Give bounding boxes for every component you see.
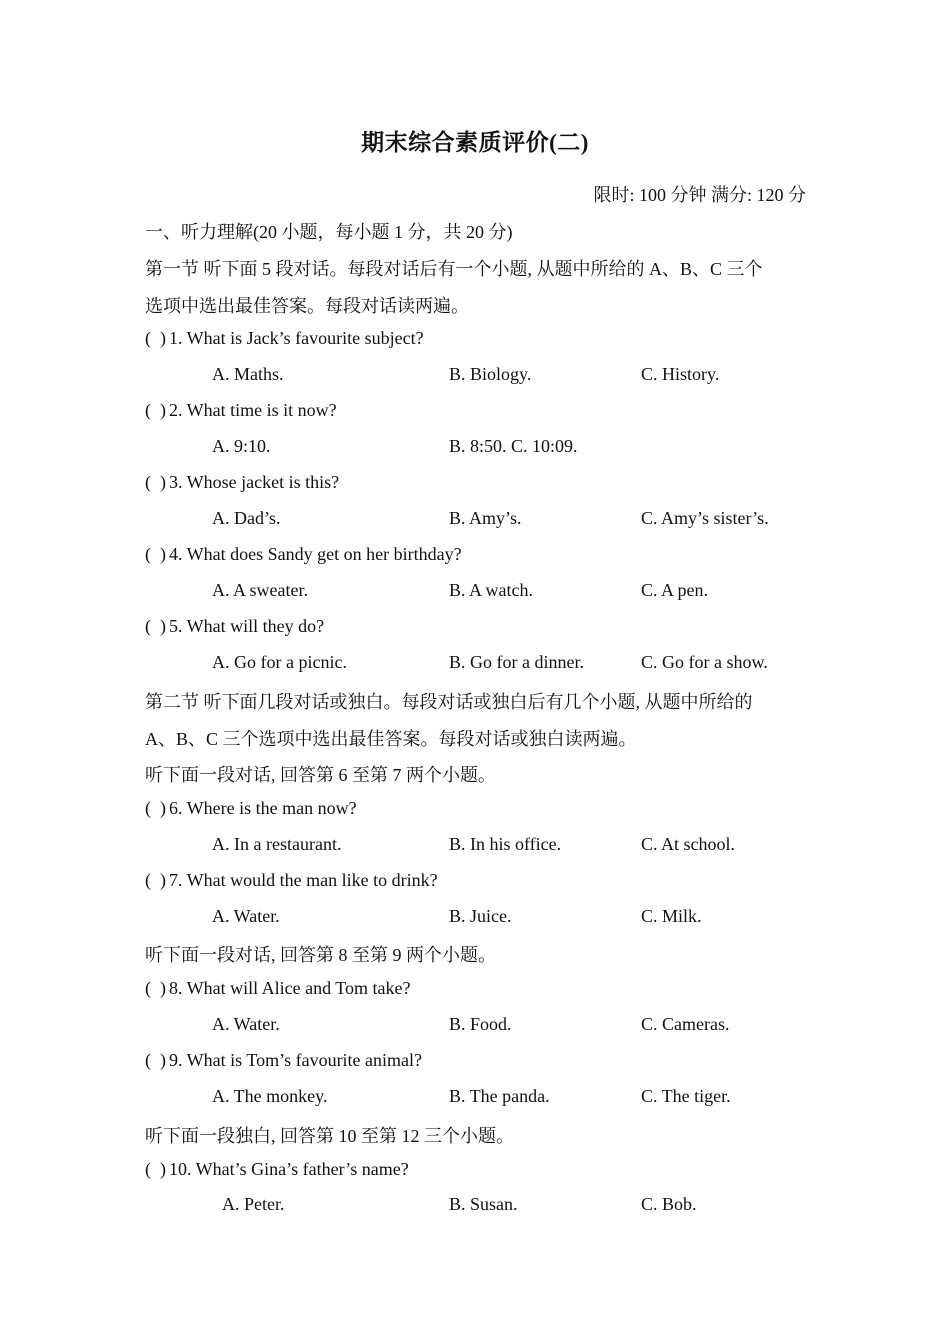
- option-c: C. Milk.: [641, 906, 702, 926]
- option-c: C. Go for a show.: [641, 652, 768, 672]
- instruction-q8-q9: 听下面一段对话, 回答第 8 至第 9 两个小题。: [145, 945, 496, 965]
- option-b: B. Food.: [449, 1014, 512, 1034]
- option-a: A. Water.: [212, 906, 280, 926]
- option-b: B. Biology.: [449, 364, 532, 384]
- question-1: [145, 328, 424, 349]
- answer-blank[interactable]: ( ): [145, 1159, 166, 1179]
- question-stem: 9. What is Tom’s favourite animal?: [169, 1050, 423, 1070]
- instruction-q10-q12: 听下面一段独白, 回答第 10 至第 12 三个小题。: [145, 1126, 514, 1146]
- option-a: A. Water.: [212, 1014, 280, 1034]
- option-b: B. A watch.: [449, 580, 533, 600]
- option-c: C. Amy’s sister’s.: [641, 508, 769, 528]
- part1-instruction-line2: 选项中选出最佳答案。每段对话读两遍。: [145, 296, 469, 316]
- answer-blank[interactable]: ( ): [145, 978, 166, 998]
- option-a: A. A sweater.: [212, 580, 308, 600]
- part2-instruction-line1: 第二节 听下面几段对话或独白。每段对话或独白后有几个小题, 从题中所给的: [145, 692, 753, 712]
- question-stem: 6. Where is the man now?: [169, 798, 357, 818]
- answer-blank[interactable]: ( ): [145, 1050, 166, 1070]
- answer-blank[interactable]: ( ): [145, 472, 166, 492]
- question-9: [145, 1050, 422, 1071]
- option-c: C. The tiger.: [641, 1086, 731, 1106]
- page-title: 期末综合素质评价(二): [361, 130, 589, 155]
- part2-instruction-line2: A、B、C 三个选项中选出最佳答案。每段对话或独白读两遍。: [145, 729, 637, 749]
- question-10: [145, 1159, 409, 1180]
- option-b: B. The panda.: [449, 1086, 550, 1106]
- option-a: A. The monkey.: [212, 1086, 328, 1106]
- question-4: [145, 544, 462, 565]
- option-b: B. 8:50. C. 10:09.: [449, 436, 578, 456]
- answer-blank[interactable]: ( ): [145, 798, 166, 818]
- question-2: [145, 400, 337, 421]
- option-c: C. At school.: [641, 834, 736, 854]
- option-a: A. Maths.: [212, 364, 284, 384]
- time-score-info: 限时: 100 分钟 满分: 120 分: [593, 185, 806, 205]
- part1-instruction-line1: 第一节 听下面 5 段对话。每段对话后有一个小题, 从题中所给的 A、B、C 三个: [145, 259, 763, 279]
- question-stem: 7. What would the man like to drink?: [169, 870, 438, 890]
- answer-blank[interactable]: ( ): [145, 400, 166, 420]
- answer-blank[interactable]: ( ): [145, 870, 166, 890]
- option-a: A. Go for a picnic.: [212, 652, 347, 672]
- question-stem: 10. What’s Gina’s father’s name?: [169, 1159, 409, 1179]
- option-b: B. Susan.: [449, 1194, 518, 1214]
- question-stem: 3. Whose jacket is this?: [169, 472, 340, 492]
- option-b: B. Juice.: [449, 906, 512, 926]
- answer-blank[interactable]: ( ): [145, 328, 166, 348]
- answer-blank[interactable]: ( ): [145, 616, 166, 636]
- option-a: A. 9:10.: [212, 436, 271, 456]
- answer-blank[interactable]: ( ): [145, 544, 166, 564]
- option-c: C. A pen.: [641, 580, 709, 600]
- section-heading: 一、听力理解(20 小题，每小题 1 分，共 20 分): [145, 222, 513, 242]
- option-b: B. Go for a dinner.: [449, 652, 584, 672]
- option-a: A. Peter.: [222, 1194, 285, 1214]
- option-c: C. History.: [641, 364, 720, 384]
- option-c: C. Cameras.: [641, 1014, 730, 1034]
- question-stem: 4. What does Sandy get on her birthday?: [169, 544, 462, 564]
- option-b: B. Amy’s.: [449, 508, 522, 528]
- question-7: [145, 870, 438, 891]
- option-a: A. In a restaurant.: [212, 834, 342, 854]
- question-8: [145, 978, 411, 999]
- question-stem: 5. What will they do?: [169, 616, 325, 636]
- option-a: A. Dad’s.: [212, 508, 281, 528]
- instruction-q6-q7: 听下面一段对话, 回答第 6 至第 7 两个小题。: [145, 765, 496, 785]
- question-stem: 8. What will Alice and Tom take?: [169, 978, 411, 998]
- question-6: [145, 798, 357, 819]
- question-stem: 2. What time is it now?: [169, 400, 337, 420]
- option-c: C. Bob.: [641, 1194, 697, 1214]
- question-3: [145, 472, 339, 493]
- question-stem: 1. What is Jack’s favourite subject?: [169, 328, 424, 348]
- option-b: B. In his office.: [449, 834, 562, 854]
- question-5: [145, 616, 324, 637]
